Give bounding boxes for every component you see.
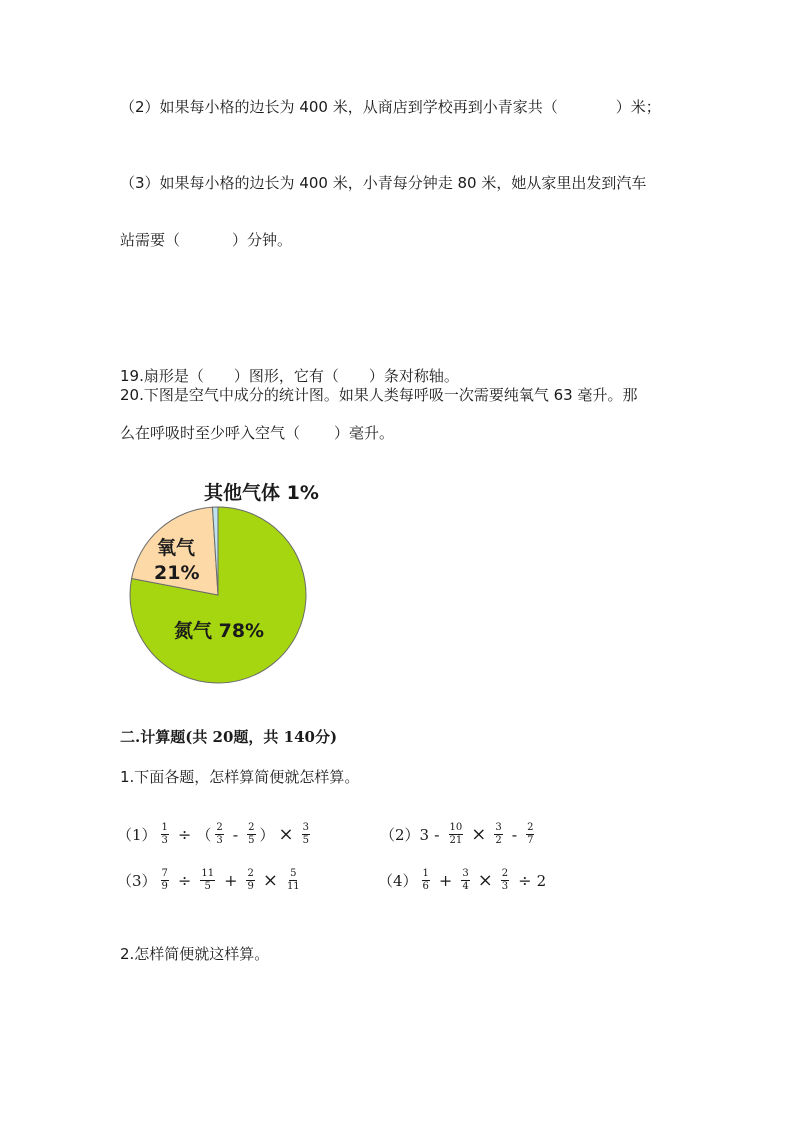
calc2-title: 2.怎样简便就这样算。 [120, 945, 270, 963]
expr-4: （4） $\frac{1}{6}$ + $\frac{3}{4}$ × $\frac{2}{3}$ ÷ 2 [378, 868, 547, 892]
fraction: $\frac{1}{6}$ [422, 868, 429, 892]
q18-part3: （3）如果每小格的边长为 400 米，小青每分钟走 80 米，她从家里出发到汽车 [120, 174, 647, 192]
label-oxygen-name: 氧气 [157, 537, 196, 559]
label-oxygen-pct: 21% [154, 562, 200, 584]
label-other: 其他气体 1% [204, 482, 319, 504]
q19: 19.扇形是（ ）图形，它有（ ）条对称轴。 [120, 367, 459, 385]
fraction: $\frac{3}{5}$ [302, 822, 309, 846]
q20-line2: 么在呼吸时至少呼入空气（ ）毫升。 [120, 424, 395, 442]
fraction: $\frac{2}{3}$ [501, 868, 509, 892]
expr-2: （2） 3 - $\frac{10}{21}$ × $\frac{3}{2}$ - $\frac{2}{7}$ [380, 822, 534, 846]
fraction: $\frac{2}{9}$ [247, 868, 254, 892]
label-nitrogen: 氮气 78% [174, 620, 265, 642]
fraction: $\frac{2}{7}$ [527, 822, 534, 846]
air-composition-pie-chart [120, 472, 380, 692]
q18-part3-cont: 站需要（ ）分钟。 [120, 231, 293, 249]
q20-line1: 20.下图是空气中成分的统计图。如果人类每呼吸一次需要纯氧气 63 毫升。那 [120, 386, 638, 404]
fraction: $\frac{10}{21}$ [449, 822, 463, 846]
fraction: $\frac{2}{3}$ [216, 822, 223, 846]
fraction: $\frac{1}{3}$ [161, 822, 168, 846]
expr-3: （3） $\frac{7}{9}$ ÷ $\frac{11}{5}$ + $\frac{2}{9}$ × $\frac{5}{11}$ [117, 868, 300, 892]
section2-title: 二.计算题(共 20题，共 140分) [120, 728, 338, 746]
fraction: $\frac{3}{2}$ [495, 822, 502, 846]
fraction: $\frac{5}{11}$ [286, 868, 300, 892]
fraction: $\frac{2}{5}$ [248, 822, 255, 846]
fraction: $\frac{11}{5}$ [201, 868, 215, 892]
calc1-title: 1.下面各题，怎样算简便就怎样算。 [120, 768, 360, 786]
fraction: $\frac{3}{4}$ [462, 868, 469, 892]
q18-part2: （2）如果每小格的边长为 400 米，从商店到学校再到小青家共（ ）米； [120, 98, 661, 116]
expr-1: （1） $\frac{1}{3}$ ÷ （ $\frac{2}{3}$ - $\frac{2}{5}$ ） × $\frac{3}{5}$ [117, 822, 309, 846]
fraction: $\frac{7}{9}$ [161, 868, 168, 892]
